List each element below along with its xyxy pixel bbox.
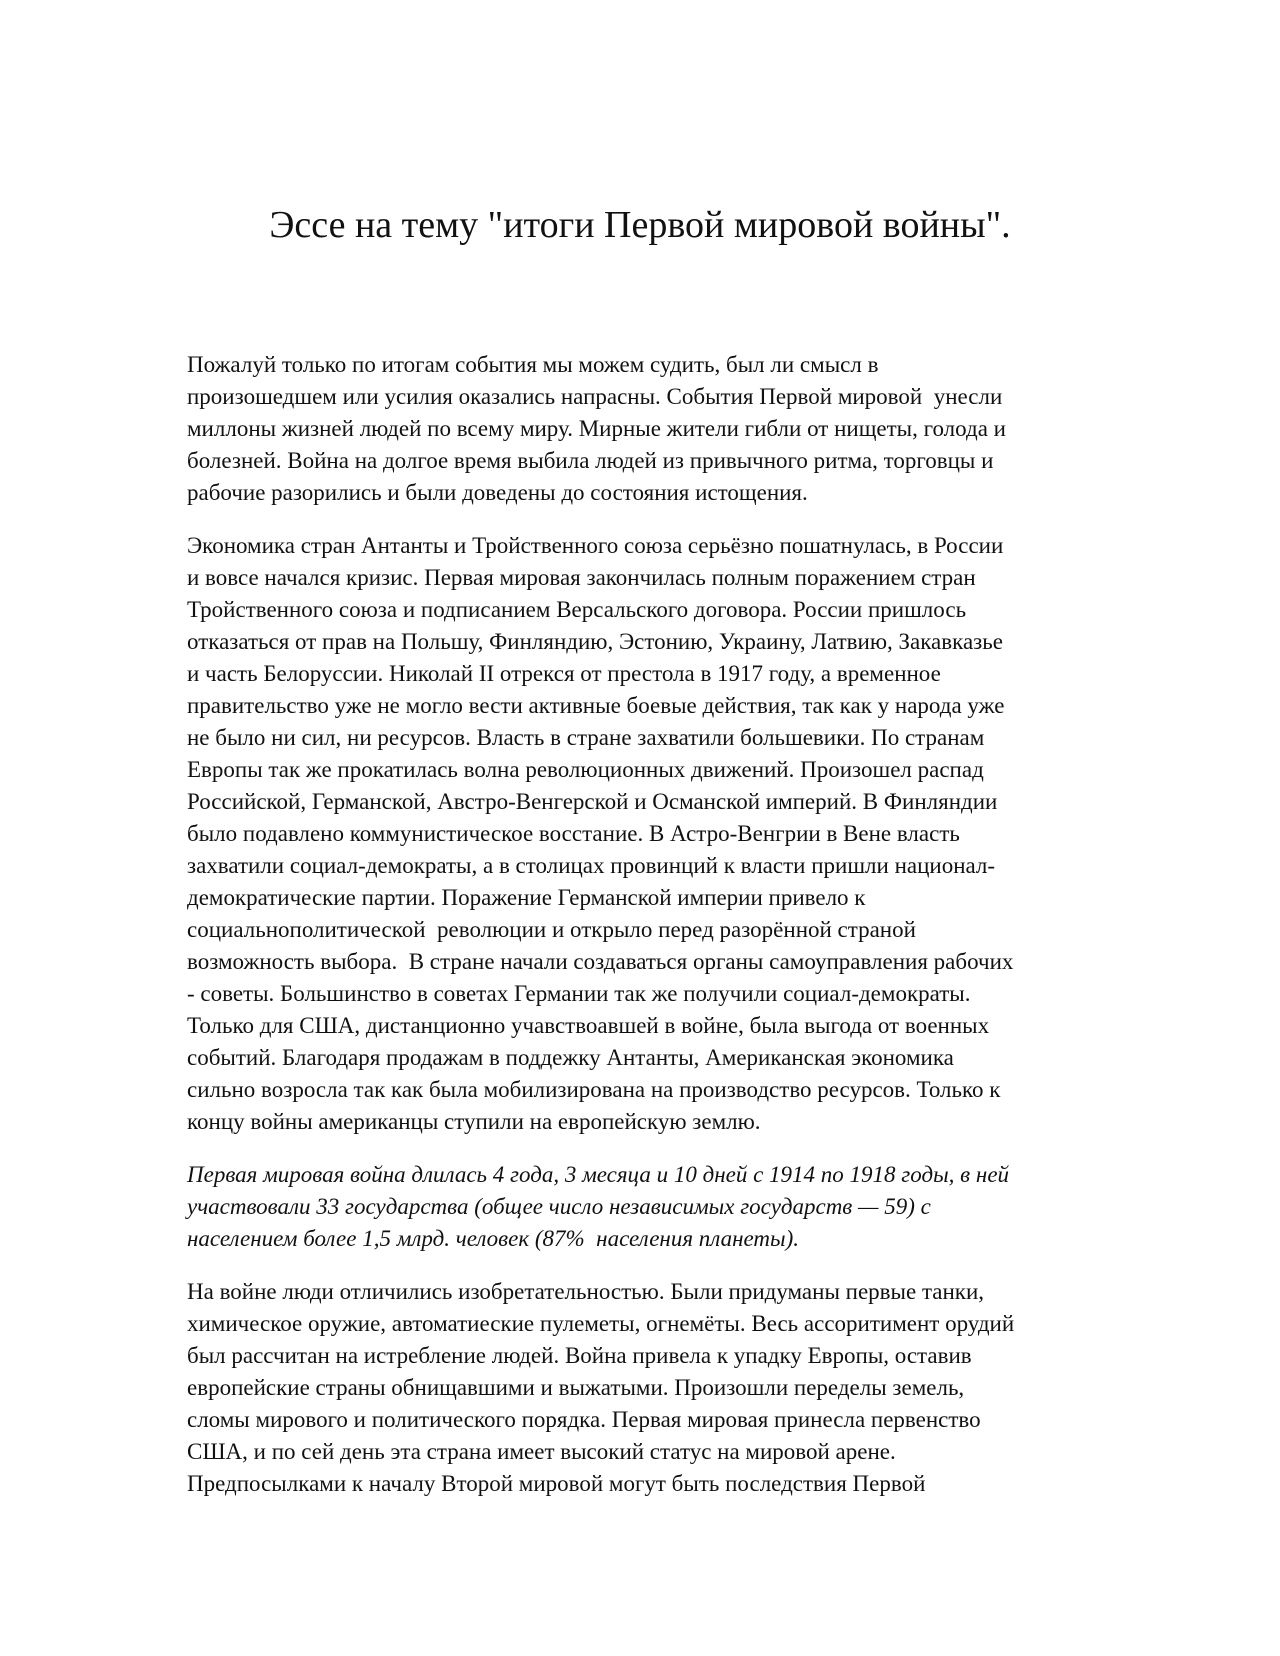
text-line: социальнополитической революции и открыло перед разорённой страной bbox=[187, 917, 916, 942]
text-line: сильно возросла так как была мобилизирована на производство ресурсов. Только к bbox=[187, 1077, 1001, 1102]
text-line: рабочие разорились и были доведены до состояния истощения. bbox=[187, 480, 808, 505]
text-line: был рассчитан на истребление людей. Война привела к упадку Европы, оставив bbox=[187, 1343, 972, 1368]
text-line: химическое оружие, автоматиеские пулеметы, огнемёты. Весь ассоритимент орудий bbox=[187, 1311, 1015, 1336]
text-line: На войне люди отличились изобретательностью. Были придуманы первые танки, bbox=[187, 1279, 985, 1304]
text-line: европейские страны обнищавшими и выжатыми. Произошли переделы земель, bbox=[187, 1375, 965, 1400]
text-line: и вовсе начался кризис. Первая мировая закончилась полным поражением стран bbox=[187, 565, 976, 590]
text-line: возможность выбора. В стране начали создаваться органы самоуправления рабочих bbox=[187, 949, 1014, 974]
text-line: миллоны жизней людей по всему миру. Мирные жители гибли от нищеты, голода и bbox=[187, 416, 1006, 441]
text-line: не было ни сил, ни ресурсов. Власть в стране захватили большевики. По странам bbox=[187, 725, 985, 750]
paragraph-1 bbox=[187, 349, 1092, 509]
text-line: Только для США, дистанционно учавствоавшей в войне, была выгода от военных bbox=[187, 1013, 990, 1038]
document-title: Эссе на тему "итоги Первой мировой войны". bbox=[269, 204, 1011, 246]
text-line: правительство уже не могло вести активные боевые действия, так как у народа уже bbox=[187, 693, 1005, 718]
text-line: произошедшем или усилия оказались напрасны. События Первой мировой унесли bbox=[187, 384, 1003, 409]
text-line: демократические партии. Поражение Германской империи привело к bbox=[187, 885, 866, 910]
text-line: болезней. Война на долгое время выбила людей из привычного ритма, торговцы и bbox=[187, 448, 994, 473]
text-line: захватили социал-демократы, а в столицах провинций к власти пришли национал- bbox=[187, 853, 996, 878]
document-body bbox=[187, 349, 1092, 1521]
text-line: концу войны американцы ступили на европейскую землю. bbox=[187, 1109, 761, 1134]
text-line: участвовали 33 государства (общее число независимых государств — 59) с bbox=[187, 1194, 931, 1219]
paragraph-3-italic bbox=[187, 1159, 1092, 1255]
paragraph-4 bbox=[187, 1276, 1092, 1500]
text-line: - советы. Большинство в советах Германии так же получили социал-демократы. bbox=[187, 981, 971, 1006]
text-line: сломы мирового и политического порядка. Первая мировая принесла первенство bbox=[187, 1407, 981, 1432]
text-line: Европы так же прокатилась волна революционных движений. Произошел распад bbox=[187, 757, 984, 782]
paragraph-2 bbox=[187, 530, 1092, 1138]
text-line: США, и по сей день эта страна имеет высокий статус на мировой арене. bbox=[187, 1439, 896, 1464]
text-line: Экономика стран Антанты и Тройственного союза серьёзно пошатнулась, в России bbox=[187, 533, 1004, 558]
text-line: было подавлено коммунистическое восстание. В Астро-Венгрии в Вене власть bbox=[187, 821, 960, 846]
text-line: Российской, Германской, Австро-Венгерской и Османской империй. В Финляндии bbox=[187, 789, 998, 814]
text-line: событий. Благодаря продажам в поддежку Антанты, Американская экономика bbox=[187, 1045, 954, 1070]
text-line: Тройственного союза и подписанием Версальского договора. России пришлось bbox=[187, 597, 967, 622]
text-line: населением более 1,5 млрд. человек (87% населения планеты). bbox=[187, 1226, 800, 1251]
text-line: Предпосылками к началу Второй мировой могут быть последствия Первой bbox=[187, 1471, 926, 1496]
text-line: отказаться от прав на Польшу, Финляндию, Эстонию, Украину, Латвию, Закавказье bbox=[187, 629, 1003, 654]
text-line: Пожалуй только по итогам события мы можем судить, был ли смысл в bbox=[187, 352, 879, 377]
text-line: и часть Белоруссии. Николай II отрекся от престола в 1917 году, а временное bbox=[187, 661, 941, 686]
text-line: Первая мировая война длилась 4 года, 3 месяца и 10 дней с 1914 по 1918 годы, в ней bbox=[187, 1162, 1010, 1187]
